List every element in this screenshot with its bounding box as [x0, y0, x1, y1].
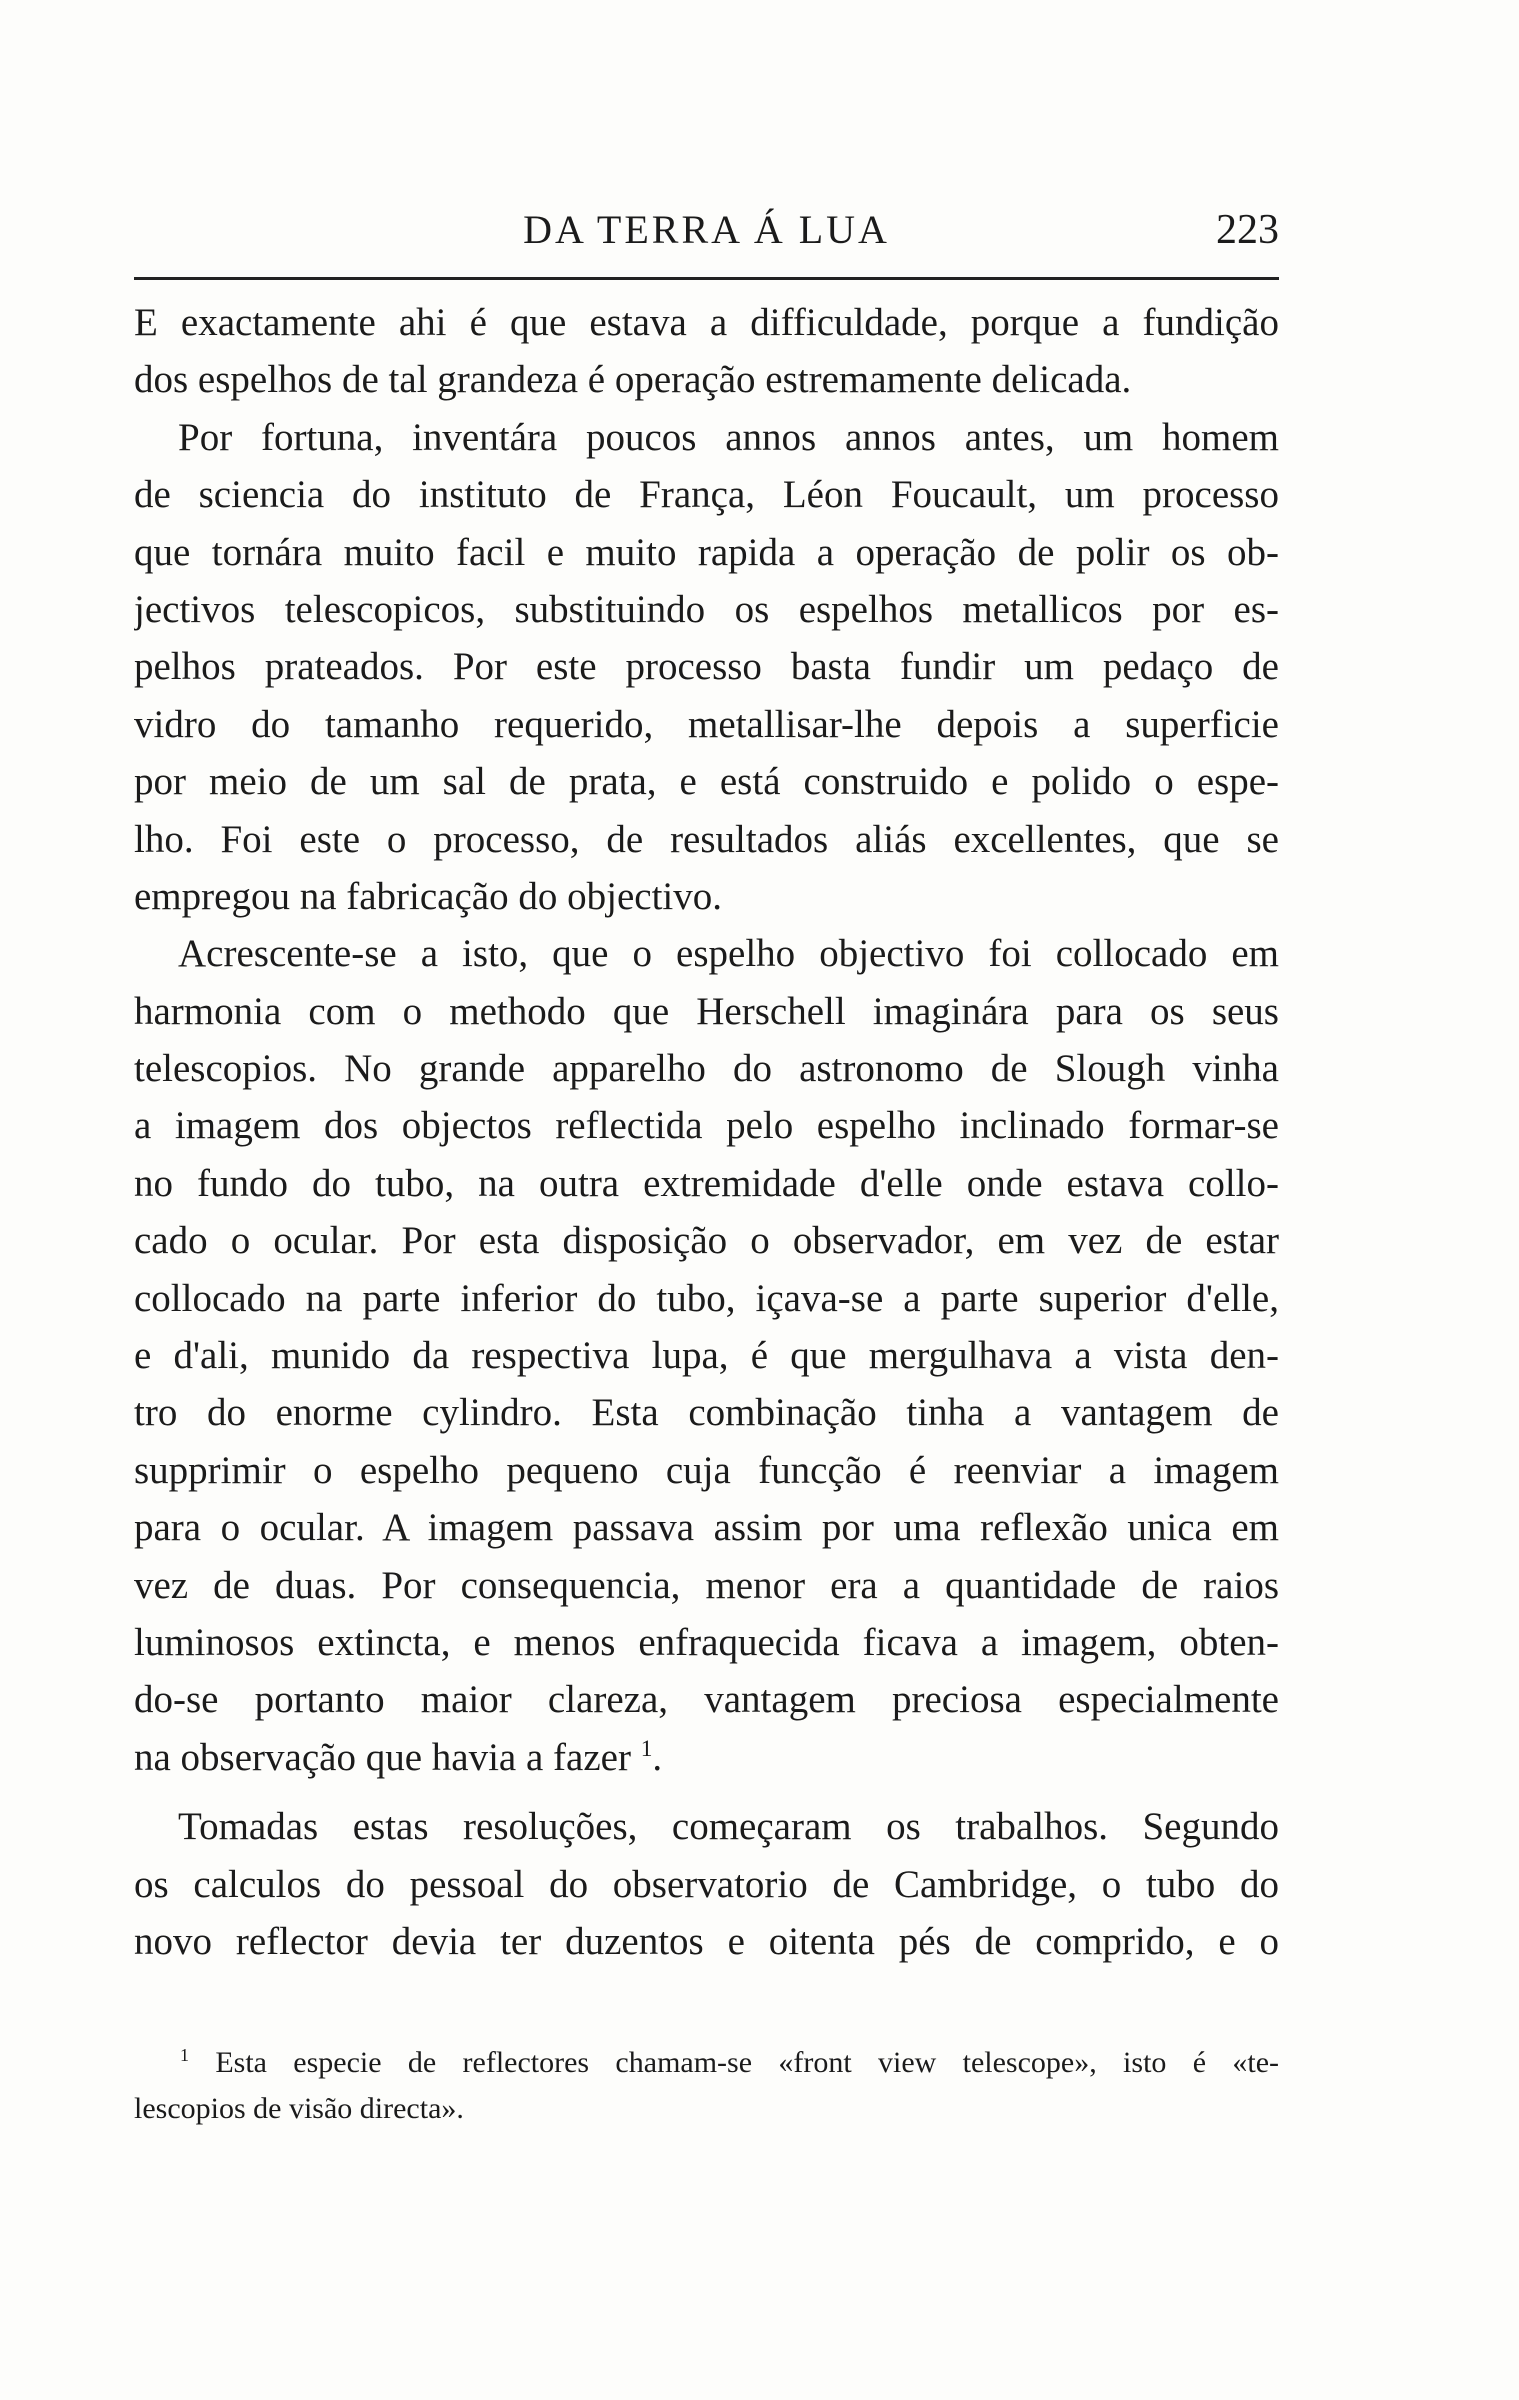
text-line: novo reflector devia ter duzentos e oitenta pés de comprido, e o [134, 1919, 1279, 1963]
text-line: dos espelhos de tal grandeza é operação estremamente delicada. [134, 358, 1132, 402]
text-line: a imagem dos objectos reflectida pelo espelho inclinado formar-se [134, 1104, 1279, 1148]
header-rule [134, 277, 1279, 280]
text-line: cado o ocular. Por esta disposição o observador, em vez de estar [134, 1219, 1279, 1263]
text-line: os calculos do pessoal do observatorio de Cambridge, o tubo do [134, 1862, 1279, 1906]
footnote-line [134, 2040, 1279, 2086]
text-line: que tornára muito facil e muito rapida a operação de polir os ob- [134, 530, 1279, 574]
paragraph-start-line: Por fortuna, inventára poucos annos annos antes, um homem [178, 415, 1279, 459]
text-line: supprimir o espelho pequeno cuja funcção é reenviar a imagem [134, 1448, 1279, 1492]
footnote-line: lescopios de visão directa». [134, 2092, 464, 2125]
text-line-with-footnote [134, 1729, 1279, 1786]
text-line: no fundo do tubo, na outra extremidade d'elle onde estava collo- [134, 1161, 1279, 1205]
text-line: collocado na parte inferior do tubo, içava-se a parte superior d'elle, [134, 1276, 1279, 1320]
text-line: empregou na fabricação do objectivo. [134, 874, 722, 918]
footnote-reference: 1 [640, 1735, 653, 1762]
text-line: pelhos prateados. Por este processo basta fundir um pedaço de [134, 645, 1279, 689]
text-line: do-se portanto maior clareza, vantagem preciosa especialmente [134, 1678, 1279, 1722]
text-line: para o ocular. A imagem passava assim por uma reflexão unica em [134, 1506, 1279, 1550]
text-line: luminosos extincta, e menos enfraquecida ficava a imagem, obten- [134, 1620, 1279, 1664]
text-line: por meio de um sal de prata, e está construido e polido o espe- [134, 760, 1279, 804]
text-line: vidro do tamanho requerido, metallisar-lhe depois a superficie [134, 702, 1279, 746]
text-line: harmonia com o methodo que Herschell imaginára para os seus [134, 989, 1279, 1033]
page-header [134, 200, 1279, 260]
footnote-marker: 1 [180, 2045, 189, 2065]
text-line: lho. Foi este o processo, de resultados aliás excellentes, que se [134, 817, 1279, 861]
running-title: DA TERRA Á LUA [523, 207, 890, 252]
footnote-text: Esta especie de reflectores chamam-se «front view telescope», isto é «te- [215, 2046, 1280, 2079]
paragraph-start-line: Tomadas estas resoluções, começaram os trabalhos. Segundo [178, 1805, 1279, 1849]
text-line: tro do enorme cylindro. Esta combinação tinha a vantagem de [134, 1391, 1279, 1435]
footnote-reference-tail: . [652, 1735, 663, 1779]
text-line: de sciencia do instituto de França, Léon Foucault, um processo [134, 473, 1279, 517]
text-line: jectivos telescopicos, substituindo os espelhos metallicos por es- [134, 587, 1279, 631]
text-line-content: na observação que havia a fazer [134, 1735, 631, 1779]
text-line: telescopios. No grande apparelho do astronomo de Slough vinha [134, 1047, 1279, 1091]
footnote [134, 2040, 1279, 2132]
text-line: vez de duas. Por consequencia, menor era a quantidade de raios [134, 1563, 1279, 1607]
text-line: e d'ali, munido da respectiva lupa, é que mergulhava a vista den- [134, 1334, 1279, 1378]
paragraph-start-line: Acrescente-se a isto, que o espelho objectivo foi collocado em [178, 932, 1279, 976]
page-number: 223 [1216, 207, 1279, 253]
text-line: E exactamente ahi é que estava a difficuldade, porque a fundição [134, 301, 1279, 344]
body-text [134, 294, 1279, 1970]
